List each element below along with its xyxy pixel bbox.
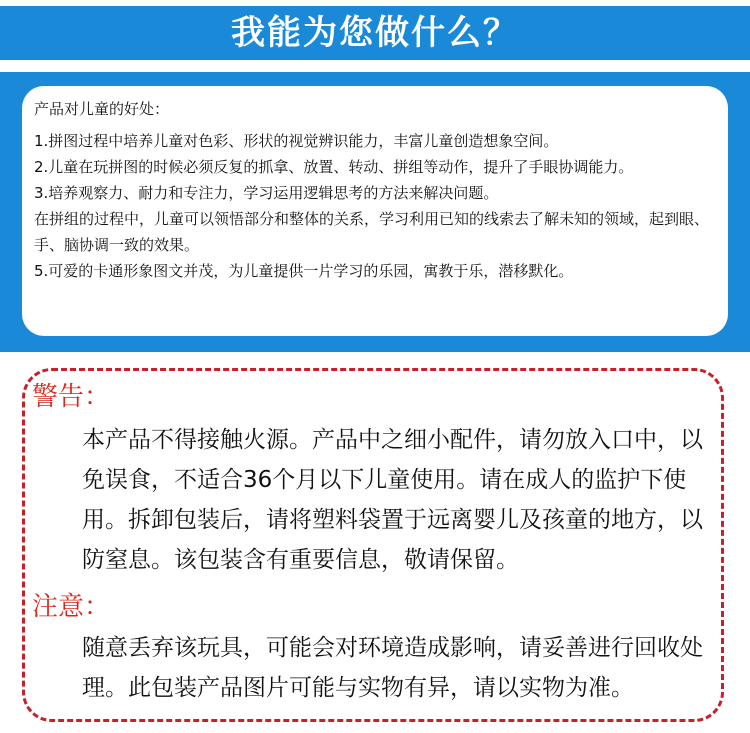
benefit-item: 1.拼图过程中培养儿童对色彩、形状的视觉辨识能力，丰富儿童创造想象空间。 bbox=[34, 132, 559, 150]
benefit-item: 3.培养观察力、耐力和专注力，学习运用逻辑思考的方法来解决问题。 bbox=[34, 184, 499, 202]
notice-text bbox=[30, 628, 720, 708]
warning-label: 警告： bbox=[32, 382, 111, 412]
page-title: 我能为您做什么？ bbox=[231, 13, 519, 53]
benefits-heading: 产品对儿童的好处： bbox=[34, 100, 170, 118]
notice-label: 注意： bbox=[32, 592, 111, 622]
warning-text bbox=[30, 420, 720, 580]
warning-paragraph: 本产品不得接触火源。产品中之细小配件，请勿放入口中，以免误食，不适合36个月以下儿童使用。请在成人的监护下使用。拆卸包装后，请将塑料袋置于远离婴儿及孩童的地方，以防窒息。该包装含有重要信息，敬请保留。 bbox=[82, 427, 703, 573]
notice-paragraph: 随意丢弃该玩具，可能会对环境造成影响，请妥善进行回收处理。此包装产品图片可能与实物有异，请以实物为准。 bbox=[82, 635, 703, 701]
benefits-list bbox=[34, 128, 724, 284]
benefit-item: 5.可爱的卡通形象图文并茂，为儿童提供一片学习的乐园，寓教于乐，潜移默化。 bbox=[34, 262, 574, 280]
header-banner bbox=[0, 0, 750, 64]
benefit-item: 在拼组的过程中，儿童可以领悟部分和整体的关系，学习利用已知的线索去了解未知的领域，起到眼、手、脑协调一致的效果。 bbox=[34, 210, 710, 254]
benefit-item: 2.儿童在玩拼图的时候必须反复的抓拿、放置、转动、拼组等动作，提升了手眼协调能力。 bbox=[34, 158, 634, 176]
